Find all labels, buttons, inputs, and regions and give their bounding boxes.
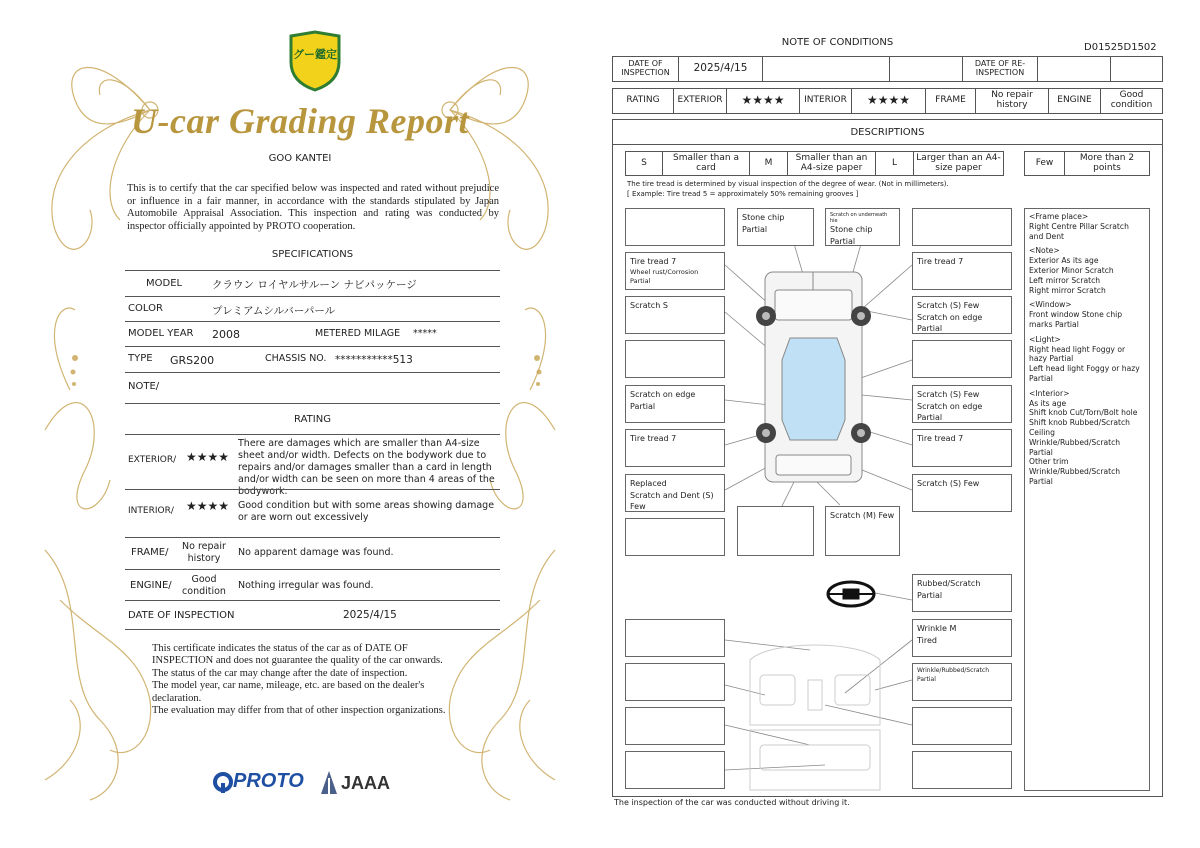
interior-stars-r: ★★★★ (852, 89, 926, 113)
annotation-box-li3 (625, 707, 725, 745)
frame-label: FRAME/ (131, 547, 169, 558)
interior-label: INTERIOR/ (128, 506, 174, 516)
legend-few-text: More than 2 points (1079, 152, 1135, 173)
annotation-box-l2: Tire tread 7 Wheel rust/Corrosion Partial (625, 252, 725, 290)
legend-l-key: L (876, 152, 914, 175)
annotation-box-top2: Scratch on underneath hie Stone chip Partial (825, 208, 900, 246)
annotation-box-bot1 (737, 506, 814, 556)
frame-desc: No apparent damage was found. (238, 547, 394, 558)
engine-label: ENGINE/ (130, 580, 172, 591)
annotation-box-li1 (625, 619, 725, 657)
chassis-label: CHASSIS NO. (265, 353, 327, 364)
frame-label-r: FRAME (926, 89, 976, 113)
legend-m-key: M (750, 152, 788, 175)
annotation-box-int3 (912, 707, 1012, 745)
engine-value: Good condition (182, 574, 226, 597)
color-label: COLOR (128, 303, 163, 314)
frame-value: No repair history (182, 541, 226, 564)
annotation-box-l3: Scratch S (625, 296, 725, 334)
legend-few-key: Few (1025, 152, 1065, 175)
conditions-heading: NOTE OF CONDITIONS (781, 37, 894, 48)
interior-desc: Good condition but with some areas showing damage or are worn out excessively (238, 500, 495, 523)
rating-heading: RATING (294, 414, 331, 425)
tread-note-2: [ Example: Tire tread 5 = approximately 50% remaining grooves ] (627, 190, 859, 198)
steering-wheel-icon (828, 582, 874, 606)
legend-s-text: Smaller than a card (663, 152, 750, 175)
rating-label: RATING (613, 89, 674, 113)
annotation-box-l7: Replaced Scratch and Dent (S) Few (625, 474, 725, 512)
certificate-intro: This is to certify that the car specified below was inspected and rated without prejudice or influence in a fair manner, in accordance with the standards stipulated by Japan Automobile Appraisal Association. This inspection and rating was conducted by inspector officially appointed by PROTO cooperation. (127, 183, 499, 232)
legend-s-key: S (626, 152, 663, 175)
engine-label-r: ENGINE (1049, 89, 1101, 113)
tread-note-1: The tire tread is determined by visual inspection of the degree of wear. (Not in millimeters). (627, 180, 949, 188)
annotation-box-l5: Scratch on edge Partial (625, 385, 725, 423)
engine-desc: Nothing irregular was found. (238, 580, 374, 591)
model-value: クラウン ロイヤルサルーン ナビパッケージ (212, 279, 417, 291)
date-reinspection-label: DATE OF RE-INSPECTION (963, 57, 1038, 81)
model-year-value: 2008 (212, 328, 240, 341)
interior-stars: ★★★★ (186, 499, 230, 513)
date-label: DATE OF INSPECTION (128, 610, 235, 621)
annotation-box-r4 (912, 340, 1012, 378)
annotation-box-l8 (625, 518, 725, 556)
model-label: MODEL (146, 278, 183, 289)
certificate-title: U-car Grading Report (130, 101, 469, 141)
annotation-box-r7: Scratch (S) Few (912, 474, 1012, 512)
mileage-label: METERED MILAGE (315, 328, 401, 339)
annotation-box-li2 (625, 663, 725, 701)
jaaa-logo: JAAA (320, 770, 390, 796)
annotation-box-int2: Wrinkle/Rubbed/Scratch Partial (912, 663, 1012, 701)
chassis-value: ***********513 (335, 354, 413, 366)
exterior-label: EXTERIOR/ (128, 455, 177, 465)
color-value: プレミアムシルバーパール (212, 305, 336, 317)
mileage-value: ***** (413, 328, 437, 339)
interior-label-r: INTERIOR (800, 89, 852, 113)
note-of-conditions (600, 0, 1200, 848)
annotation-box-int4 (912, 751, 1012, 789)
annotation-box-l4 (625, 340, 725, 378)
type-value: GRS200 (170, 354, 215, 367)
proto-logo: PROTO (213, 770, 304, 793)
certificate-footer: This certificate indicates the status of the car as of DATE OF INSPECTION and does not guarantee the quality of the car onwards. The status of the car may change after the date of inspection. The model year, car name, mileage, etc. are based on the dealer's declaration. The evaluation may differ from that of other inspection organizations. (152, 643, 446, 717)
frame-value-r: No repair history (976, 89, 1049, 113)
annotation-box-r2: Tire tread 7 (912, 252, 1012, 290)
note-label: NOTE/ (128, 381, 160, 392)
jaaa-mark-icon (320, 770, 338, 796)
exterior-stars: ★★★★ (186, 450, 230, 464)
date-inspection-label: DATE OF INSPECTION (613, 57, 679, 81)
annotation-box-l1 (625, 208, 725, 246)
annotation-box-bot2: Scratch (M) Few (825, 506, 900, 556)
specifications-heading: SPECIFICATIONS (271, 249, 354, 260)
descriptions-heading: DESCRIPTIONS (613, 120, 1162, 145)
report-id: D01525D1502 (1084, 42, 1157, 53)
legend-m-text: Smaller than an A4-size paper (788, 152, 876, 175)
annotation-box-li4 (625, 751, 725, 789)
certificate-subtitle: GOO KANTEI (268, 153, 332, 164)
annotation-box-l6: Tire tread 7 (625, 429, 725, 467)
annotation-box-int1: Wrinkle M Tired (912, 619, 1012, 657)
annotation-box-r5: Scratch (S) Few Scratch on edge Partial (912, 385, 1012, 423)
engine-value-r: Good condition (1110, 90, 1153, 110)
date-inspection-value: 2025/4/15 (679, 57, 763, 81)
conditions-footer: The inspection of the car was conducted without driving it. (614, 798, 850, 807)
exterior-label-r: EXTERIOR (674, 89, 727, 113)
annotation-box-r6: Tire tread 7 (912, 429, 1012, 467)
annotation-box-r1 (912, 208, 1012, 246)
annotation-box-top1: Stone chip Partial (737, 208, 814, 246)
annotation-box-r3: Scratch (S) Few Scratch on edge Partial (912, 296, 1012, 334)
goo-kantei-badge (287, 30, 343, 92)
model-year-label: MODEL YEAR (128, 328, 194, 339)
proto-mark-icon (213, 771, 233, 793)
notes-column: <Frame place> Right Centre Pillar Scratch and Dent <Note> Exterior As its age Exterior Minor Scratch Left mirror Scratch Right mirror Scratch <Window> Front window Stone chip marks Partial <Light> Right head light Foggy or hazy Partial Left head light Foggy or hazy Partial <Interior> As its age Shift knob Cut/Torn/Bolt hole Shift knob Rubbed/Scratch Ceiling Wrinkle/Rubbed/Scratch Partial Other trim Wrinkle/Rubbed/Scratch Partial (1024, 208, 1150, 791)
interior-diagram (750, 645, 880, 790)
legend-l-text: Larger than an A4-size paper (916, 152, 1001, 173)
exterior-stars-r: ★★★★ (727, 89, 800, 113)
badge-text: グー鑑定 (293, 48, 337, 61)
annotation-box-wheel: Rubbed/Scratch Partial (912, 574, 1012, 612)
exterior-desc: There are damages which are smaller than A4-size sheet and/or width. Defects on the bodywork due to repairs and/or damages smaller than a card in length and/or width can be seen on more than 4 areas of the bodywork. (238, 438, 495, 497)
date-value: 2025/4/15 (343, 609, 397, 621)
type-label: TYPE (128, 353, 153, 364)
